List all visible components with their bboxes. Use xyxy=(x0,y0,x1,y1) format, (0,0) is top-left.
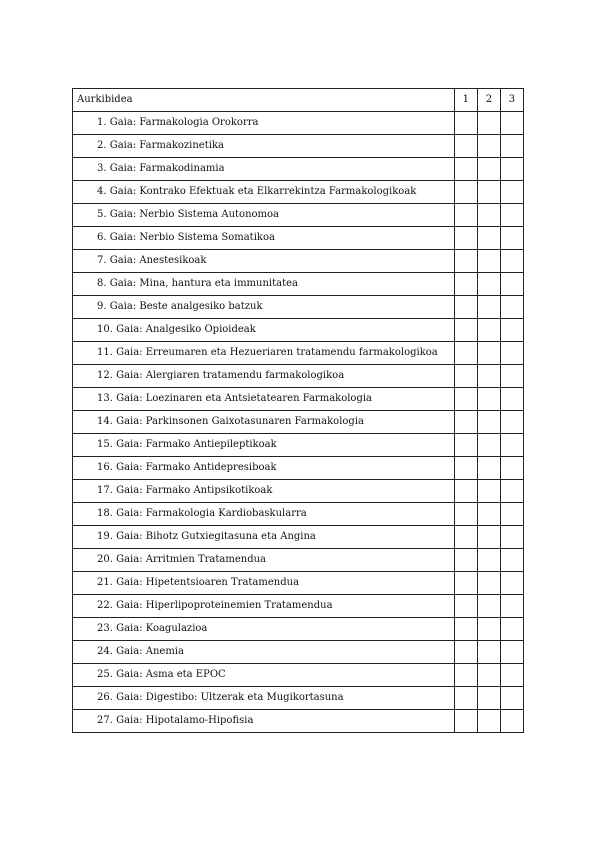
table-row xyxy=(73,158,524,181)
table-row xyxy=(73,434,524,457)
check-cell-2[interactable] xyxy=(477,112,500,135)
check-cell-3[interactable] xyxy=(500,457,523,480)
check-cell-2[interactable] xyxy=(477,434,500,457)
check-cell-1[interactable] xyxy=(454,434,477,457)
check-cell-3[interactable] xyxy=(500,503,523,526)
topic-label: 19. Gaia: Bihotz Gutxiegitasuna eta Angina xyxy=(73,526,455,549)
index-title: Aurkibidea xyxy=(73,89,455,112)
check-cell-1[interactable] xyxy=(454,365,477,388)
topic-label: 21. Gaia: Hipetentsioaren Tratamendua xyxy=(73,572,455,595)
topic-label: 11. Gaia: Erreumaren eta Hezueriaren tratamendu farmakologikoa xyxy=(73,342,455,365)
topic-label: 1. Gaia: Farmakologia Orokorra xyxy=(73,112,455,135)
check-cell-2[interactable] xyxy=(477,319,500,342)
topic-label: 10. Gaia: Analgesiko Opioideak xyxy=(73,319,455,342)
check-cell-1[interactable] xyxy=(454,641,477,664)
check-cell-2[interactable] xyxy=(477,273,500,296)
check-cell-2[interactable] xyxy=(477,388,500,411)
check-cell-2[interactable] xyxy=(477,181,500,204)
topic-label: 13. Gaia: Loezinaren eta Antsietatearen Farmakologia xyxy=(73,388,455,411)
check-cell-3[interactable] xyxy=(500,572,523,595)
check-cell-2[interactable] xyxy=(477,250,500,273)
check-cell-1[interactable] xyxy=(454,181,477,204)
table-row xyxy=(73,503,524,526)
check-cell-3[interactable] xyxy=(500,595,523,618)
table-row xyxy=(73,595,524,618)
check-cell-3[interactable] xyxy=(500,181,523,204)
table-row xyxy=(73,112,524,135)
check-cell-3[interactable] xyxy=(500,480,523,503)
table-row xyxy=(73,664,524,687)
check-cell-2[interactable] xyxy=(477,365,500,388)
check-cell-1[interactable] xyxy=(454,595,477,618)
topic-label: 7. Gaia: Anestesikoak xyxy=(73,250,455,273)
topic-label: 4. Gaia: Kontrako Efektuak eta Elkarrekintza Farmakologikoak xyxy=(73,181,455,204)
check-cell-3[interactable] xyxy=(500,250,523,273)
check-cell-1[interactable] xyxy=(454,480,477,503)
table-row xyxy=(73,342,524,365)
table-row xyxy=(73,250,524,273)
check-cell-1[interactable] xyxy=(454,687,477,710)
check-cell-1[interactable] xyxy=(454,319,477,342)
table-row xyxy=(73,181,524,204)
check-cell-3[interactable] xyxy=(500,434,523,457)
table-row xyxy=(73,273,524,296)
check-cell-2[interactable] xyxy=(477,549,500,572)
check-cell-1[interactable] xyxy=(454,250,477,273)
check-cell-1[interactable] xyxy=(454,204,477,227)
topic-label: 14. Gaia: Parkinsonen Gaixotasunaren Farmakologia xyxy=(73,411,455,434)
table-row xyxy=(73,710,524,733)
table-row xyxy=(73,457,524,480)
topic-label: 2. Gaia: Farmakozinetika xyxy=(73,135,455,158)
column-header-1: 1 xyxy=(454,89,477,112)
check-cell-3[interactable] xyxy=(500,641,523,664)
check-cell-2[interactable] xyxy=(477,135,500,158)
column-header-2: 2 xyxy=(477,89,500,112)
check-cell-2[interactable] xyxy=(477,204,500,227)
check-cell-3[interactable] xyxy=(500,710,523,733)
check-cell-3[interactable] xyxy=(500,135,523,158)
check-cell-2[interactable] xyxy=(477,503,500,526)
check-cell-3[interactable] xyxy=(500,319,523,342)
check-cell-2[interactable] xyxy=(477,296,500,319)
check-cell-1[interactable] xyxy=(454,411,477,434)
topic-label: 22. Gaia: Hiperlipoproteinemien Tratamendua xyxy=(73,595,455,618)
check-cell-3[interactable] xyxy=(500,388,523,411)
index-table xyxy=(72,88,524,733)
check-cell-3[interactable] xyxy=(500,365,523,388)
table-row xyxy=(73,641,524,664)
check-cell-3[interactable] xyxy=(500,273,523,296)
table-row xyxy=(73,411,524,434)
check-cell-1[interactable] xyxy=(454,112,477,135)
check-cell-3[interactable] xyxy=(500,342,523,365)
check-cell-2[interactable] xyxy=(477,618,500,641)
check-cell-2[interactable] xyxy=(477,641,500,664)
check-cell-3[interactable] xyxy=(500,526,523,549)
check-cell-3[interactable] xyxy=(500,618,523,641)
topic-label: 26. Gaia: Digestibo: Ultzerak eta Mugikortasuna xyxy=(73,687,455,710)
check-cell-2[interactable] xyxy=(477,411,500,434)
check-cell-3[interactable] xyxy=(500,204,523,227)
check-cell-2[interactable] xyxy=(477,158,500,181)
topic-label: 18. Gaia: Farmakologia Kardiobaskularra xyxy=(73,503,455,526)
table-row xyxy=(73,204,524,227)
topic-label: 6. Gaia: Nerbio Sistema Somatikoa xyxy=(73,227,455,250)
topic-label: 20. Gaia: Arritmien Tratamendua xyxy=(73,549,455,572)
check-cell-2[interactable] xyxy=(477,526,500,549)
check-cell-2[interactable] xyxy=(477,572,500,595)
check-cell-1[interactable] xyxy=(454,135,477,158)
check-cell-3[interactable] xyxy=(500,158,523,181)
check-cell-2[interactable] xyxy=(477,342,500,365)
topic-label: 8. Gaia: Mina, hantura eta immunitatea xyxy=(73,273,455,296)
table-row xyxy=(73,572,524,595)
check-cell-3[interactable] xyxy=(500,227,523,250)
topic-label: 25. Gaia: Asma eta EPOC xyxy=(73,664,455,687)
table-row xyxy=(73,526,524,549)
check-cell-2[interactable] xyxy=(477,710,500,733)
check-cell-1[interactable] xyxy=(454,457,477,480)
check-cell-1[interactable] xyxy=(454,618,477,641)
check-cell-2[interactable] xyxy=(477,595,500,618)
topic-label: 16. Gaia: Farmako Antidepresiboak xyxy=(73,457,455,480)
check-cell-1[interactable] xyxy=(454,549,477,572)
check-cell-3[interactable] xyxy=(500,549,523,572)
check-cell-3[interactable] xyxy=(500,411,523,434)
check-cell-3[interactable] xyxy=(500,664,523,687)
table-row xyxy=(73,365,524,388)
check-cell-1[interactable] xyxy=(454,710,477,733)
check-cell-1[interactable] xyxy=(454,572,477,595)
check-cell-1[interactable] xyxy=(454,296,477,319)
check-cell-1[interactable] xyxy=(454,664,477,687)
column-header-3: 3 xyxy=(500,89,523,112)
check-cell-2[interactable] xyxy=(477,664,500,687)
table-row xyxy=(73,135,524,158)
check-cell-2[interactable] xyxy=(477,480,500,503)
table-row xyxy=(73,549,524,572)
check-cell-1[interactable] xyxy=(454,388,477,411)
check-cell-3[interactable] xyxy=(500,112,523,135)
check-cell-3[interactable] xyxy=(500,687,523,710)
check-cell-1[interactable] xyxy=(454,158,477,181)
table-row xyxy=(73,480,524,503)
check-cell-2[interactable] xyxy=(477,457,500,480)
check-cell-1[interactable] xyxy=(454,342,477,365)
topic-label: 9. Gaia: Beste analgesiko batzuk xyxy=(73,296,455,319)
topic-label: 27. Gaia: Hipotalamo-Hipofisia xyxy=(73,710,455,733)
topic-label: 24. Gaia: Anemia xyxy=(73,641,455,664)
table-row xyxy=(73,388,524,411)
topic-label: 3. Gaia: Farmakodinamia xyxy=(73,158,455,181)
check-cell-1[interactable] xyxy=(454,503,477,526)
table-row xyxy=(73,687,524,710)
topic-label: 17. Gaia: Farmako Antipsikotikoak xyxy=(73,480,455,503)
topic-label: 12. Gaia: Alergiaren tratamendu farmakologikoa xyxy=(73,365,455,388)
check-cell-1[interactable] xyxy=(454,526,477,549)
check-cell-2[interactable] xyxy=(477,687,500,710)
table-row xyxy=(73,227,524,250)
topic-label: 5. Gaia: Nerbio Sistema Autonomoa xyxy=(73,204,455,227)
check-cell-3[interactable] xyxy=(500,296,523,319)
topic-label: 23. Gaia: Koagulazioa xyxy=(73,618,455,641)
check-cell-1[interactable] xyxy=(454,273,477,296)
table-row xyxy=(73,319,524,342)
topic-label: 15. Gaia: Farmako Antiepileptikoak xyxy=(73,434,455,457)
check-cell-2[interactable] xyxy=(477,227,500,250)
table-row xyxy=(73,296,524,319)
check-cell-1[interactable] xyxy=(454,227,477,250)
header-row xyxy=(73,89,524,112)
table-row xyxy=(73,618,524,641)
